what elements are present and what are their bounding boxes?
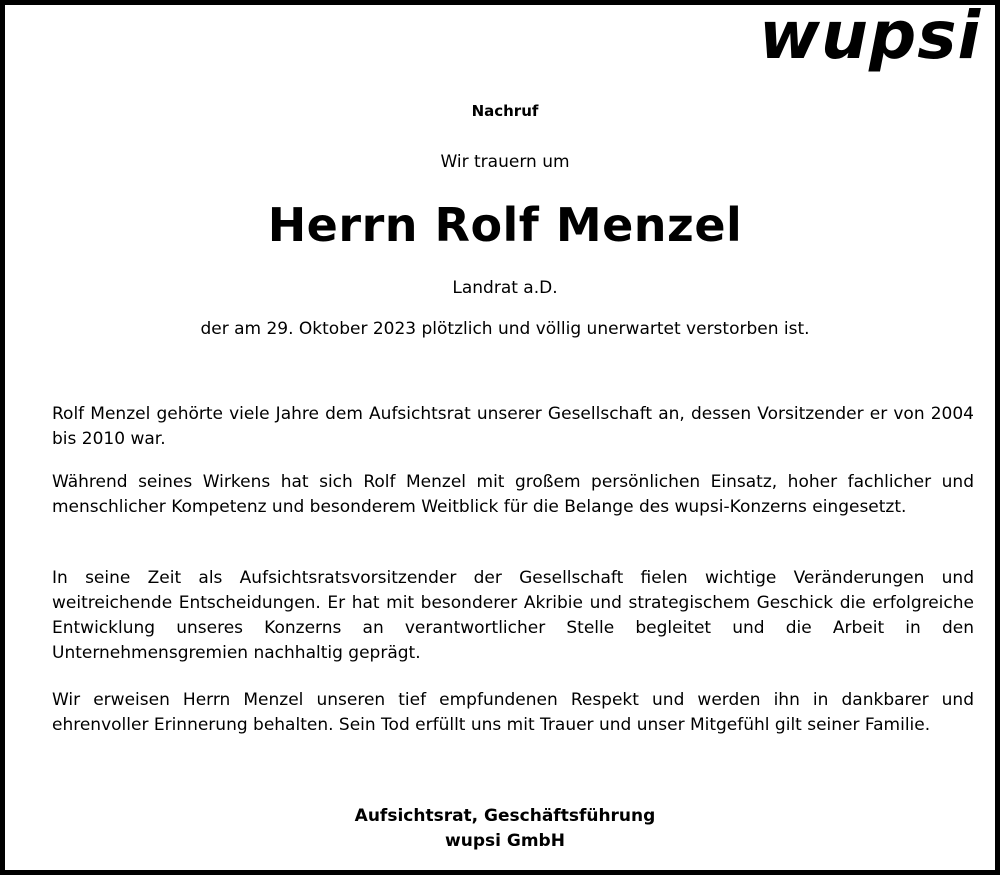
body-paragraph-4: Wir erweisen Herrn Menzel unseren tief empfundenen Respekt und werden ihn in dankbarer und ehrenvoller Erinnerung behalten. Sein Tod erfüllt uns mit Trauer und unser Mitgefühl gilt seiner Familie. xyxy=(52,690,974,735)
body-paragraph-1: Rolf Menzel gehörte viele Jahre dem Aufsichtsrat unserer Gesellschaft an, dessen Vorsitzender er von 2004 bis 2010 war. xyxy=(52,404,974,449)
body-paragraph-2: Während seines Wirkens hat sich Rolf Menzel mit großem persönlichen Einsatz, hoher fachlicher und menschlicher Kompetenz und besonderem Weitblick für die Belange des wupsi-Konzerns eingesetzt. xyxy=(52,472,974,517)
wupsi-logo xyxy=(759,0,982,97)
deceased-name: Herrn Rolf Menzel xyxy=(267,198,743,252)
deceased-title: Landrat a.D. xyxy=(452,278,558,298)
notice-kicker: Nachruf xyxy=(471,102,539,120)
signature-line-2: wupsi GmbH xyxy=(445,831,565,851)
signature-line-1: Aufsichtsrat, Geschäftsführung xyxy=(354,806,656,826)
death-date-line: der am 29. Oktober 2023 plötzlich und völlig unerwartet verstorben ist. xyxy=(200,319,810,339)
intro-line: Wir trauern um xyxy=(440,152,570,172)
logo-text: wupsi xyxy=(759,0,982,74)
body-paragraph-3: In seine Zeit als Aufsichtsratsvorsitzender der Gesellschaft fielen wichtige Veränderungen und weitreichende Entscheidungen. Er hat mit besonderer Akribie und strategischem Geschick die erfolgreiche Entwicklung unseres Konzerns an verantwortlicher Stelle begleitet und die Arbeit in den Unternehmensgremien nachhaltig geprägt. xyxy=(52,568,974,663)
